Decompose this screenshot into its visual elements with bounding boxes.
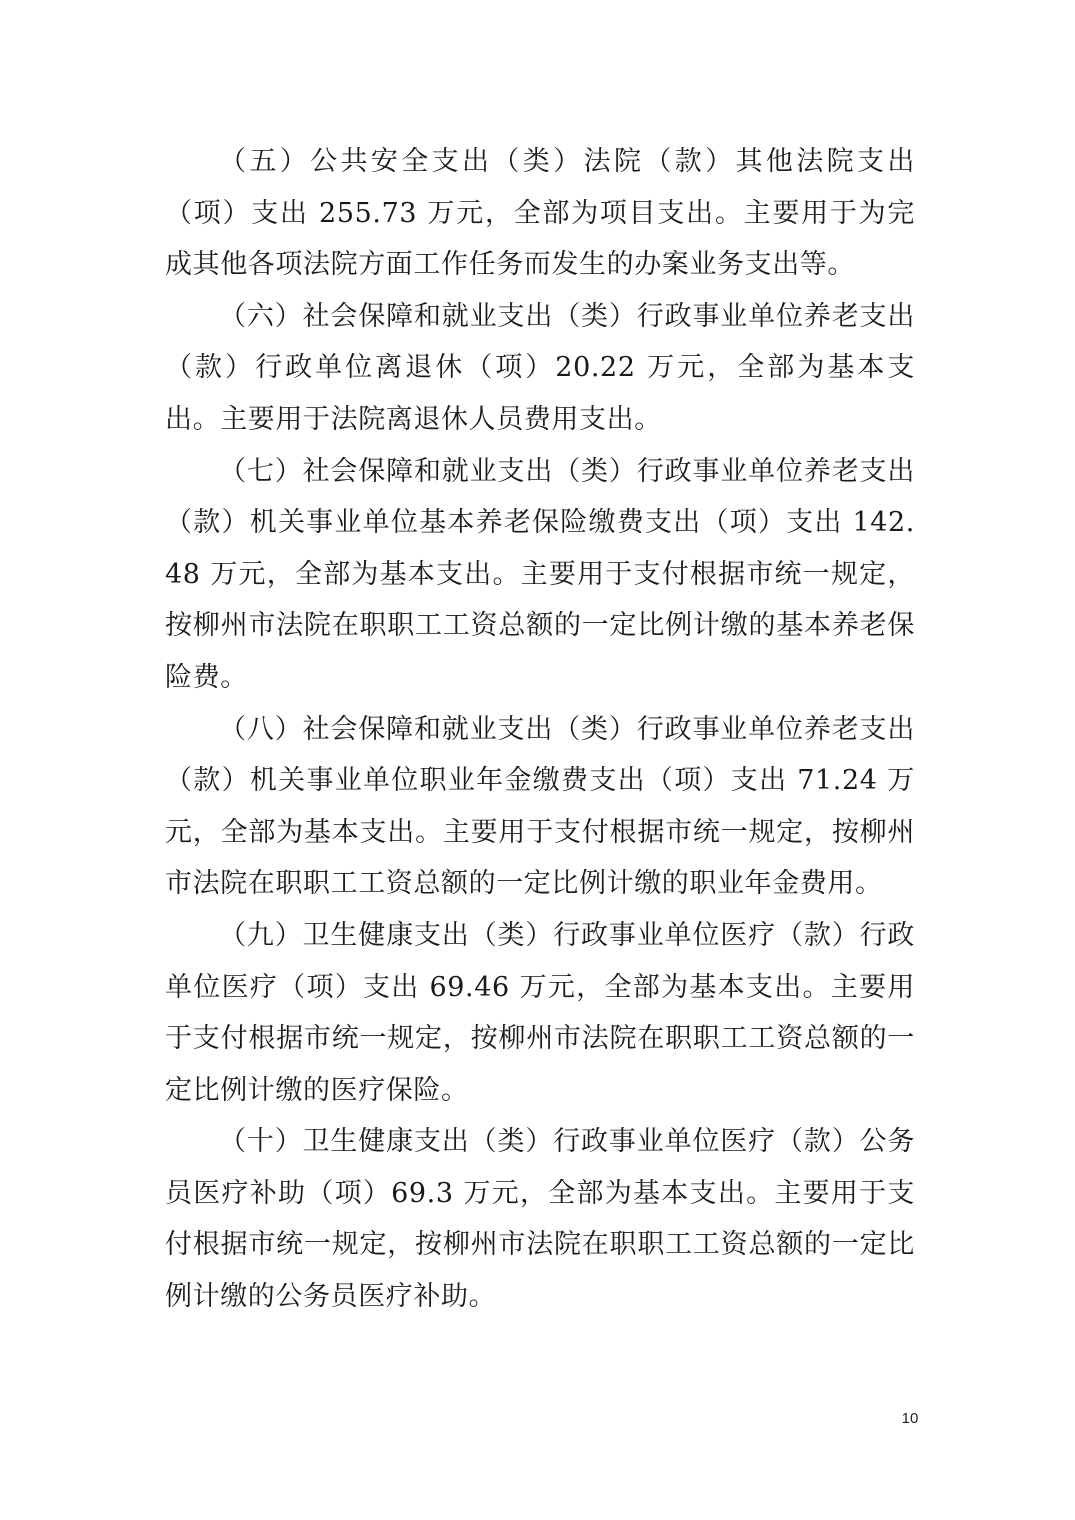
paragraph-item-8: （八）社会保障和就业支出（类）行政事业单位养老支出（款）机关事业单位职业年金缴费支出（项）支出 71.24 万元，全部为基本支出。主要用于支付根据市统一规定，按柳州市法院在职职工工资总额的一定比例计缴的职业年金费用。 <box>165 713 915 900</box>
paragraph-item-6: （六）社会保障和就业支出（类）行政事业单位养老支出（款）行政单位离退休（项）20.22 万元，全部为基本支出。主要用于法院离退休人员费用支出。 <box>165 300 915 435</box>
document-body <box>165 136 915 1323</box>
page-number: 10 <box>901 1410 919 1427</box>
paragraph-item-9: （九）卫生健康支出（类）行政事业单位医疗（款）行政单位医疗（项）支出 69.46 万元，全部为基本支出。主要用于支付根据市统一规定，按柳州市法院在职职工工资总额的一定比例计缴的医疗保险。 <box>165 919 915 1106</box>
paragraph-item-7: （七）社会保障和就业支出（类）行政事业单位养老支出（款）机关事业单位基本养老保险缴费支出（项）支出 142.48 万元，全部为基本支出。主要用于支付根据市统一规定，按柳州市法院在职职工工资总额的一定比例计缴的基本养老保险费。 <box>165 455 915 693</box>
paragraph-item-10: （十）卫生健康支出（类）行政事业单位医疗（款）公务员医疗补助（项）69.3 万元，全部为基本支出。主要用于支付根据市统一规定，按柳州市法院在职职工工资总额的一定比例计缴的公务员医疗补助。 <box>165 1126 915 1313</box>
paragraph-item-5: （五）公共安全支出（类）法院（款）其他法院支出（项）支出 255.73 万元，全部为项目支出。主要用于为完成其他各项法院方面工作任务而发生的办案业务支出等。 <box>165 146 915 281</box>
